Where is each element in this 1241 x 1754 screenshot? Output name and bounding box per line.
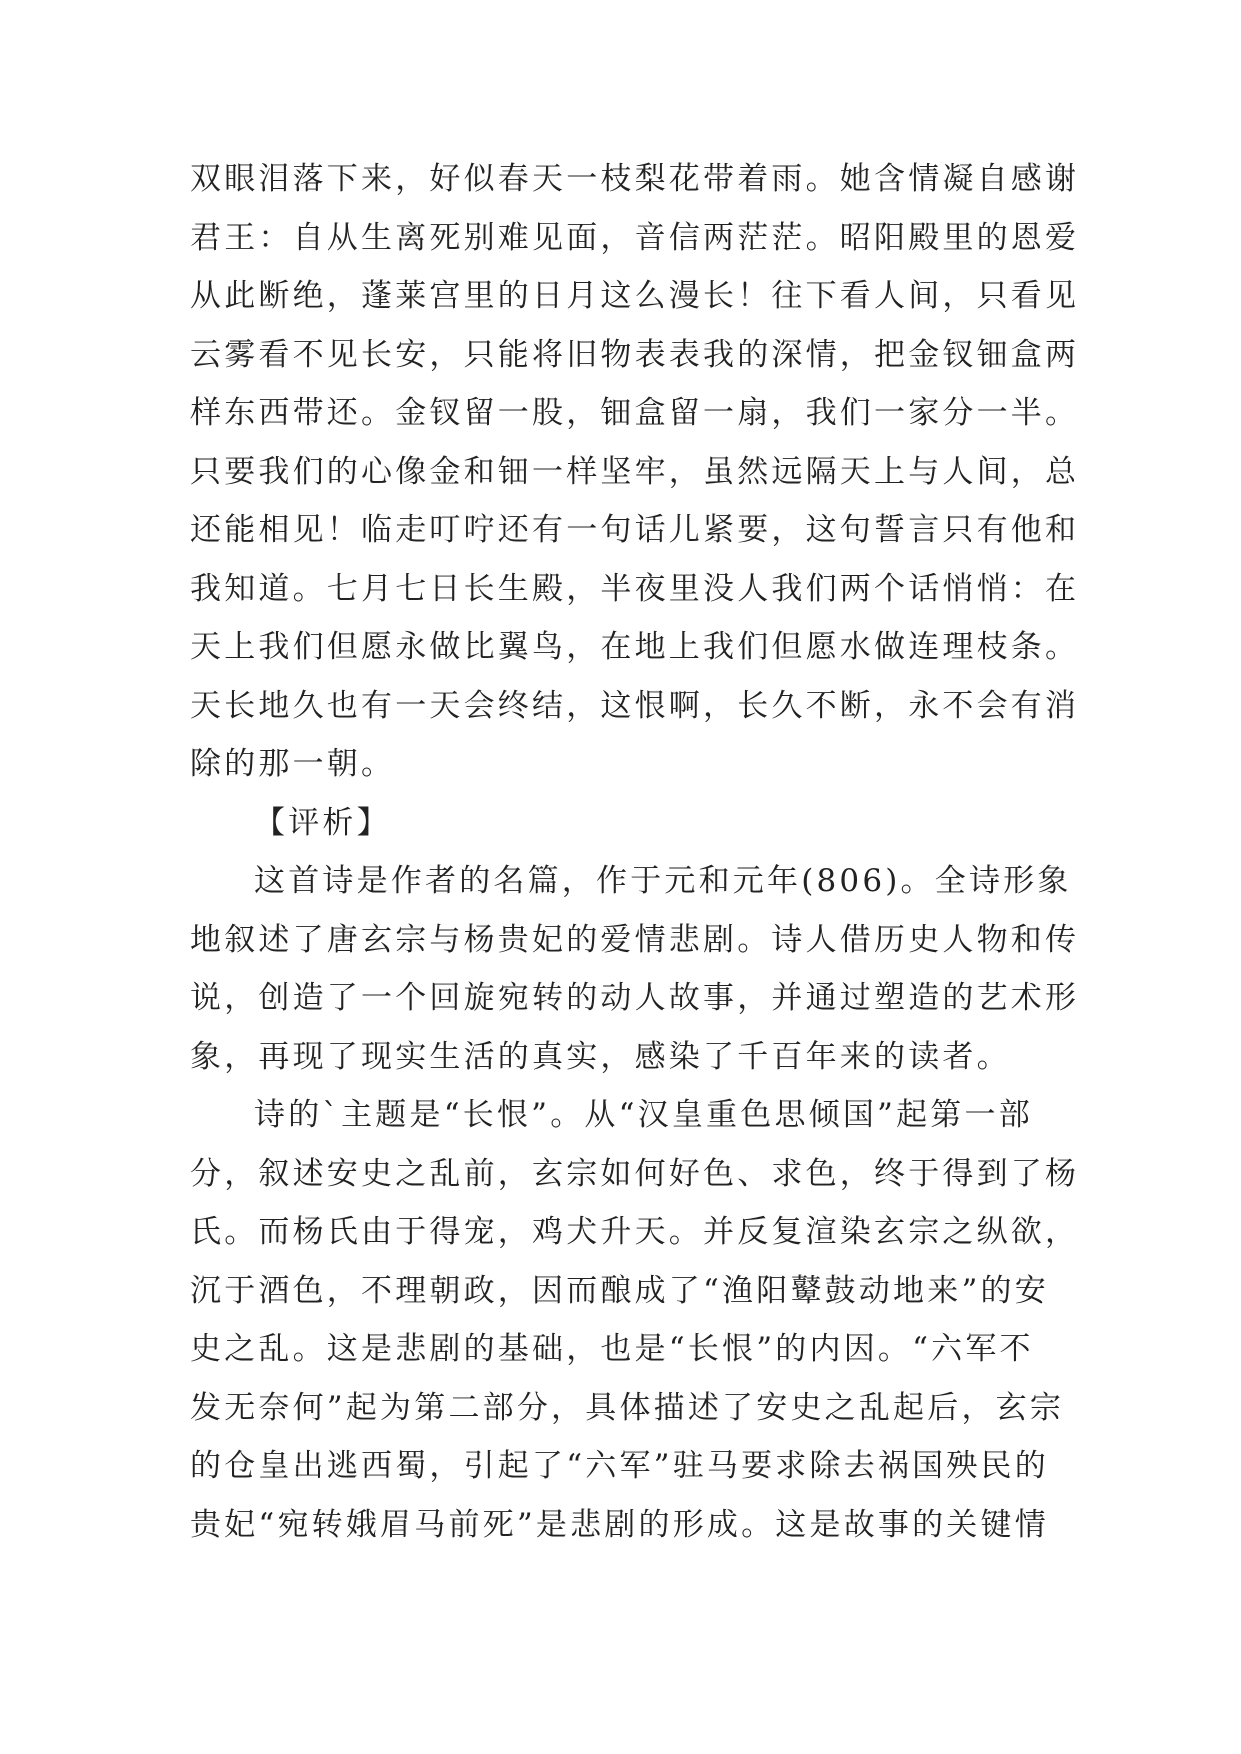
text-line: 史之乱。这是悲剧的基础，也是“长恨”的内因。“六军不 — [190, 1331, 1034, 1367]
text-line: 分，叙述安史之乱前，玄宗如何好色、求色，终于得到了杨 — [190, 1155, 1080, 1192]
text-line: 天上我们但愿永做比翼鸟，在地上我们但愿水做连理枝条。 — [190, 629, 1080, 665]
text-line: 天长地久也有一天会终结，这恨啊，长久不断，永不会有消 — [190, 687, 1080, 724]
text-line: 云雾看不见长安，只能将旧物表表我的深情，把金钗钿盒两 — [190, 336, 1080, 373]
text-line: 贵妃“宛转娥眉马前死”是悲剧的形成。这是故事的关键情 — [190, 1506, 1049, 1543]
text-line: 样东西带还。金钗留一股，钿盒留一扇，我们一家分一半。 — [190, 395, 1080, 431]
body-text — [190, 150, 1080, 1554]
text-line: 从此断绝，蓬莱宫里的日月这么漫长！往下看人间，只看见 — [190, 278, 1080, 314]
text-line: 沉于酒色，不理朝政，因而酿成了“渔阳鼙鼓动地来”的安 — [190, 1272, 1049, 1309]
text-line: 双眼泪落下来，好似春天一枝梨花带着雨。她含情凝自感谢 — [190, 161, 1080, 197]
text-line: 我知道。七月七日长生殿，半夜里没人我们两个话悄悄：在 — [190, 570, 1080, 607]
text-line: 除的那一朝。 — [190, 746, 396, 782]
text-line: 说，创造了一个回旋宛转的动人故事，并通过塑造的艺术形 — [190, 980, 1080, 1016]
text-line: 的仓皇出逃西蜀，引起了“六军”驻马要求除去祸国殃民的 — [190, 1448, 1049, 1484]
text-line: 象，再现了现实生活的真实，感染了千百年来的读者。 — [190, 1038, 1011, 1075]
text-line: 氏。而杨氏由于得宠，鸡犬升天。并反复渲染玄宗之纵欲， — [190, 1214, 1080, 1250]
text-line: 君王：自从生离死别难见面，音信两茫茫。昭阳殿里的恩爱 — [190, 219, 1080, 256]
paragraph-first-line: 这首诗是作者的名篇，作于元和元年(806)。全诗形象 — [254, 863, 1072, 899]
text-line: 还能相见！临走叮咛还有一句话儿紧要，这句誓言只有他和 — [190, 512, 1080, 548]
paragraph-first-line: 诗的`主题是“长恨”。从“汉皇重色思倾国”起第一部 — [254, 1097, 1033, 1133]
text-line: 只要我们的心像金和钿一样坚牢，虽然远隔天上与人间，总 — [190, 453, 1080, 490]
text-line: 地叙述了唐玄宗与杨贵妃的爱情悲剧。诗人借历史人物和传 — [190, 921, 1080, 958]
text-line: 发无奈何”起为第二部分，具体描述了安史之乱起后，玄宗 — [190, 1389, 1065, 1426]
section-heading: 【评析】 — [254, 804, 391, 841]
